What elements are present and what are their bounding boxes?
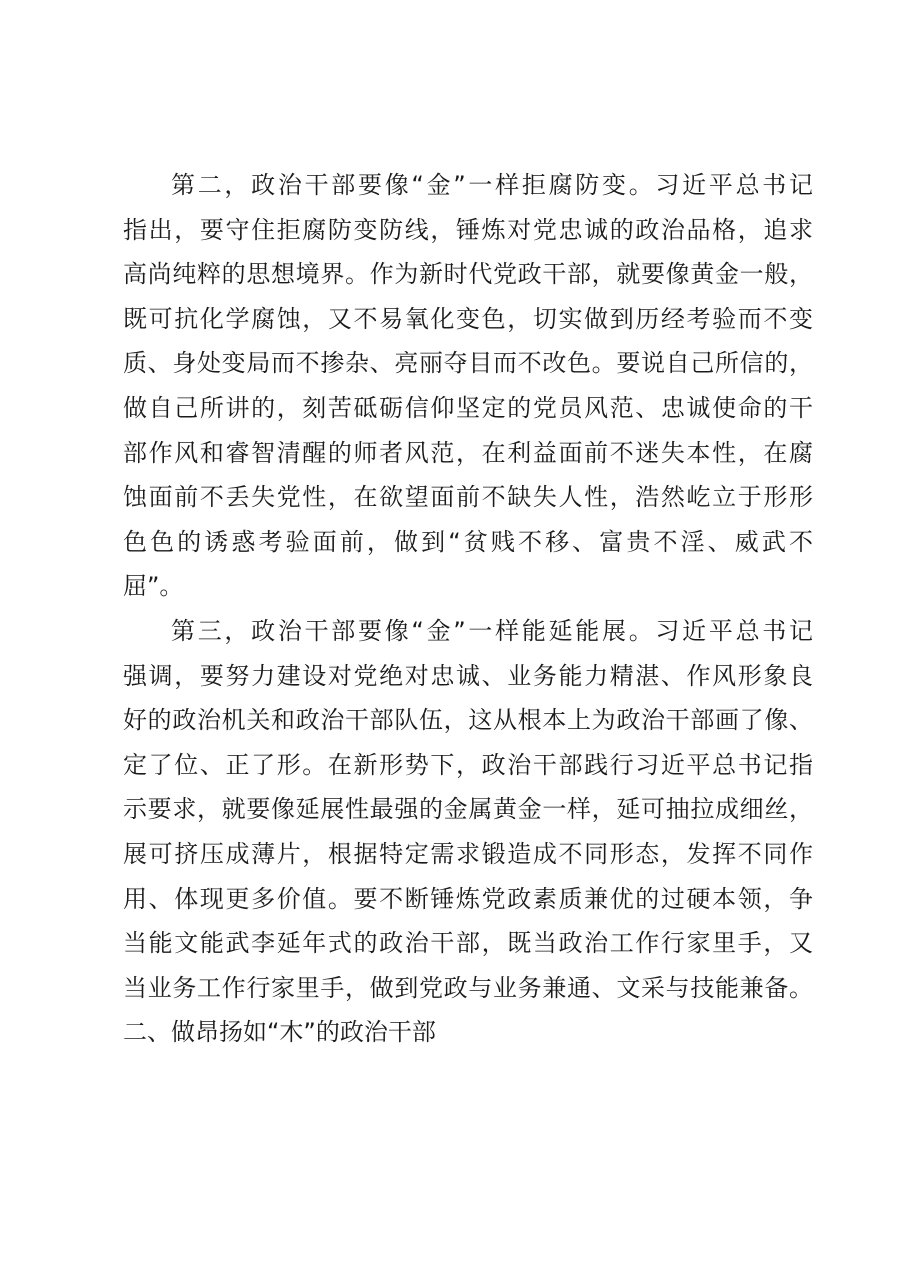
text-line: 指出，要守住拒腐防变防线，锤炼对党忠诚的政治品格，追求 bbox=[123, 215, 813, 244]
text-line: 质、身处变局而不掺杂、亮丽夺目而不改色。要说自己所信的， bbox=[123, 349, 813, 378]
text-line: 第二，政治干部要像“金”一样拒腐防变。习近平总书记 bbox=[171, 171, 813, 199]
text-line: 色色的诱惑考验面前，做到“贫贱不移、富贵不淫、威武不 bbox=[123, 527, 813, 556]
paragraph-jin-anticorruption bbox=[123, 163, 813, 609]
document-body bbox=[123, 163, 813, 1055]
section-heading: 二、做昂扬如“木”的政治干部 bbox=[123, 1018, 436, 1047]
paragraph-jin-ductility bbox=[123, 609, 813, 1010]
text-line: 屈”。 bbox=[123, 572, 184, 601]
text-line: 做自己所讲的，刻苦砥砺信仰坚定的党员风范、忠诚使命的干 bbox=[123, 393, 813, 422]
text-line: 定了位、正了形。在新形势下，政治干部践行习近平总书记指 bbox=[123, 750, 813, 779]
text-line: 当能文能武李延年式的政治干部，既当政治工作行家里手，又 bbox=[123, 929, 813, 958]
text-line: 既可抗化学腐蚀，又不易氧化变色，切实做到历经考验而不变 bbox=[123, 304, 813, 333]
text-line: 强调，要努力建设对党绝对忠诚、业务能力精湛、作风形象良 bbox=[123, 661, 813, 690]
text-line: 第三，政治干部要像“金”一样能延能展。习近平总书记 bbox=[171, 616, 813, 645]
text-line: 好的政治机关和政治干部队伍，这从根本上为政治干部画了像、 bbox=[123, 706, 813, 735]
text-line: 展可挤压成薄片，根据特定需求锻造成不同形态，发挥不同作 bbox=[123, 839, 813, 868]
text-line: 当业务工作行家里手，做到党政与业务兼通、文采与技能兼备。 bbox=[123, 973, 813, 1002]
text-line: 用、体现更多价值。要不断锤炼党政素质兼优的过硬本领，争 bbox=[123, 884, 813, 913]
text-line: 高尚纯粹的思想境界。作为新时代党政干部，就要像黄金一般， bbox=[123, 260, 813, 289]
text-line: 蚀面前不丢失党性，在欲望面前不缺失人性，浩然屹立于形形 bbox=[123, 483, 813, 512]
text-line: 示要求，就要像延展性最强的金属黄金一样，延可抽拉成细丝， bbox=[123, 795, 813, 824]
text-line: 部作风和睿智清醒的师者风范，在利益面前不迷失本性，在腐 bbox=[123, 438, 813, 467]
